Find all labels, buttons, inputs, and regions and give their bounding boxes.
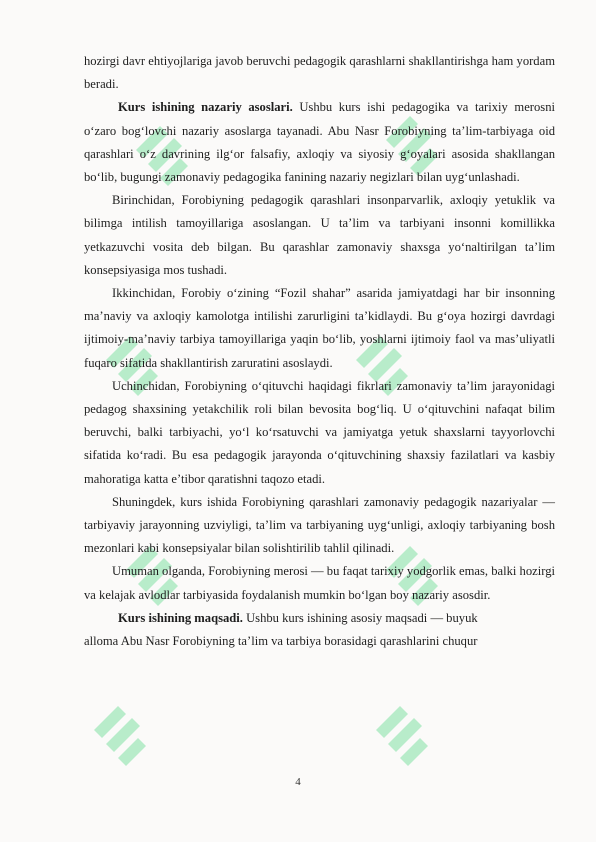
- section-heading: Kurs ishining nazariy asoslari.: [118, 100, 293, 115]
- document-body: [84, 50, 555, 653]
- watermark-logo-icon: [88, 700, 154, 766]
- paragraph-text: Ushbu kurs ishining asosiy maqsadi — buyuk: [242, 610, 478, 625]
- paragraph-theory-basis: [84, 96, 555, 189]
- paragraph: Uchinchidan, Forobiyning o‘qituvchi haqidagi fikrlari zamonaviy ta’lim jarayonidagi pedagog shaxsining yetakchilik roli bilan bevosita bog‘liq. U o‘qituvchini nafaqat bilim beruvchi, balki tarbiyachi, yo‘l ko‘rsatuvchi va jamiyatga yetuk shaxslarni tayyorlovchi sifatida ko‘radi. Bu esa pedagogik jarayonda o‘qituvchining shaxsiy fazilatlari va kasbiy mahoratiga katta e’tibor qaratishni taqozo etadi.: [84, 378, 555, 486]
- paragraph-text: Ushbu kurs ishi pedagogika va tarixiy merosni o‘zaro bog‘lovchi nazariy asoslarga tayanadi. Abu Nasr Forobiyning ta’lim-tarbiyaga oid qarashlari o‘z davrining ilg‘or falsafiy, axloqiy va siyosiy g‘oyalari asosida shakllangan bo‘lib, bugungi zamonaviy pedagogika fanining nazariy negizlari bilan uyg‘unlashadi.: [84, 100, 555, 185]
- paragraph: Shuningdek, kurs ishida Forobiyning qarashlari zamonaviy pedagogik nazariyalar — tarbiyaviy jarayonning uzviyligi, ta’lim va tarbiyaning uyg‘unligi, axloqiy tarbiyaning bosh mezonlari kabi konsepsiyalar bilan solishtirilib tahlil qilinadi.: [84, 494, 555, 556]
- page-number: 4: [295, 776, 301, 788]
- paragraph-course-goal: [84, 607, 555, 630]
- paragraph: hozirgi davr ehtiyojlariga javob beruvchi pedagogik qarashlarni shakllantirishga ham yordam beradi.: [84, 54, 555, 92]
- paragraph: Birinchidan, Forobiyning pedagogik qarashlari insonparvarlik, axloqiy yetuklik va bilimga intilish tamoyillariga asoslangan. U ta’lim va tarbiyani insonni komillikka yetkazuvchi vosita deb bilgan. Bu qarashlar zamonaviy shaxsga yo‘naltirilgan ta’lim konsepsiyasiga mos tushadi.: [84, 193, 555, 277]
- paragraph-continuation: alloma Abu Nasr Forobiyning ta’lim va tarbiya borasidagi qarashlarini chuqur: [84, 634, 478, 649]
- paragraph: Umuman olganda, Forobiyning merosi — bu faqat tarixiy yodgorlik emas, balki hozirgi va kelajak avlodlar tarbiyasida foydalanish mumkin bo‘lgan boy nazariy asosdir.: [84, 564, 555, 602]
- section-heading: Kurs ishining maqsadi.: [118, 610, 243, 625]
- paragraph: Ikkinchidan, Forobiy o‘zining “Fozil shahar” asarida jamiyatdagi har bir insonning ma’naviy va axloqiy kamolotga intilishi zarurligini ta’kidlaydi. Bu g‘oya hozirgi davrdagi ijtimoiy-ma’naviy tarbiya tamoyillariga yaqin bo‘lib, yoshlarni ijtimoiy faol va mas’uliyatli fuqaro sifatida shakllantirish zaruratini asoslaydi.: [84, 286, 555, 370]
- watermark-logo-icon: [370, 700, 436, 766]
